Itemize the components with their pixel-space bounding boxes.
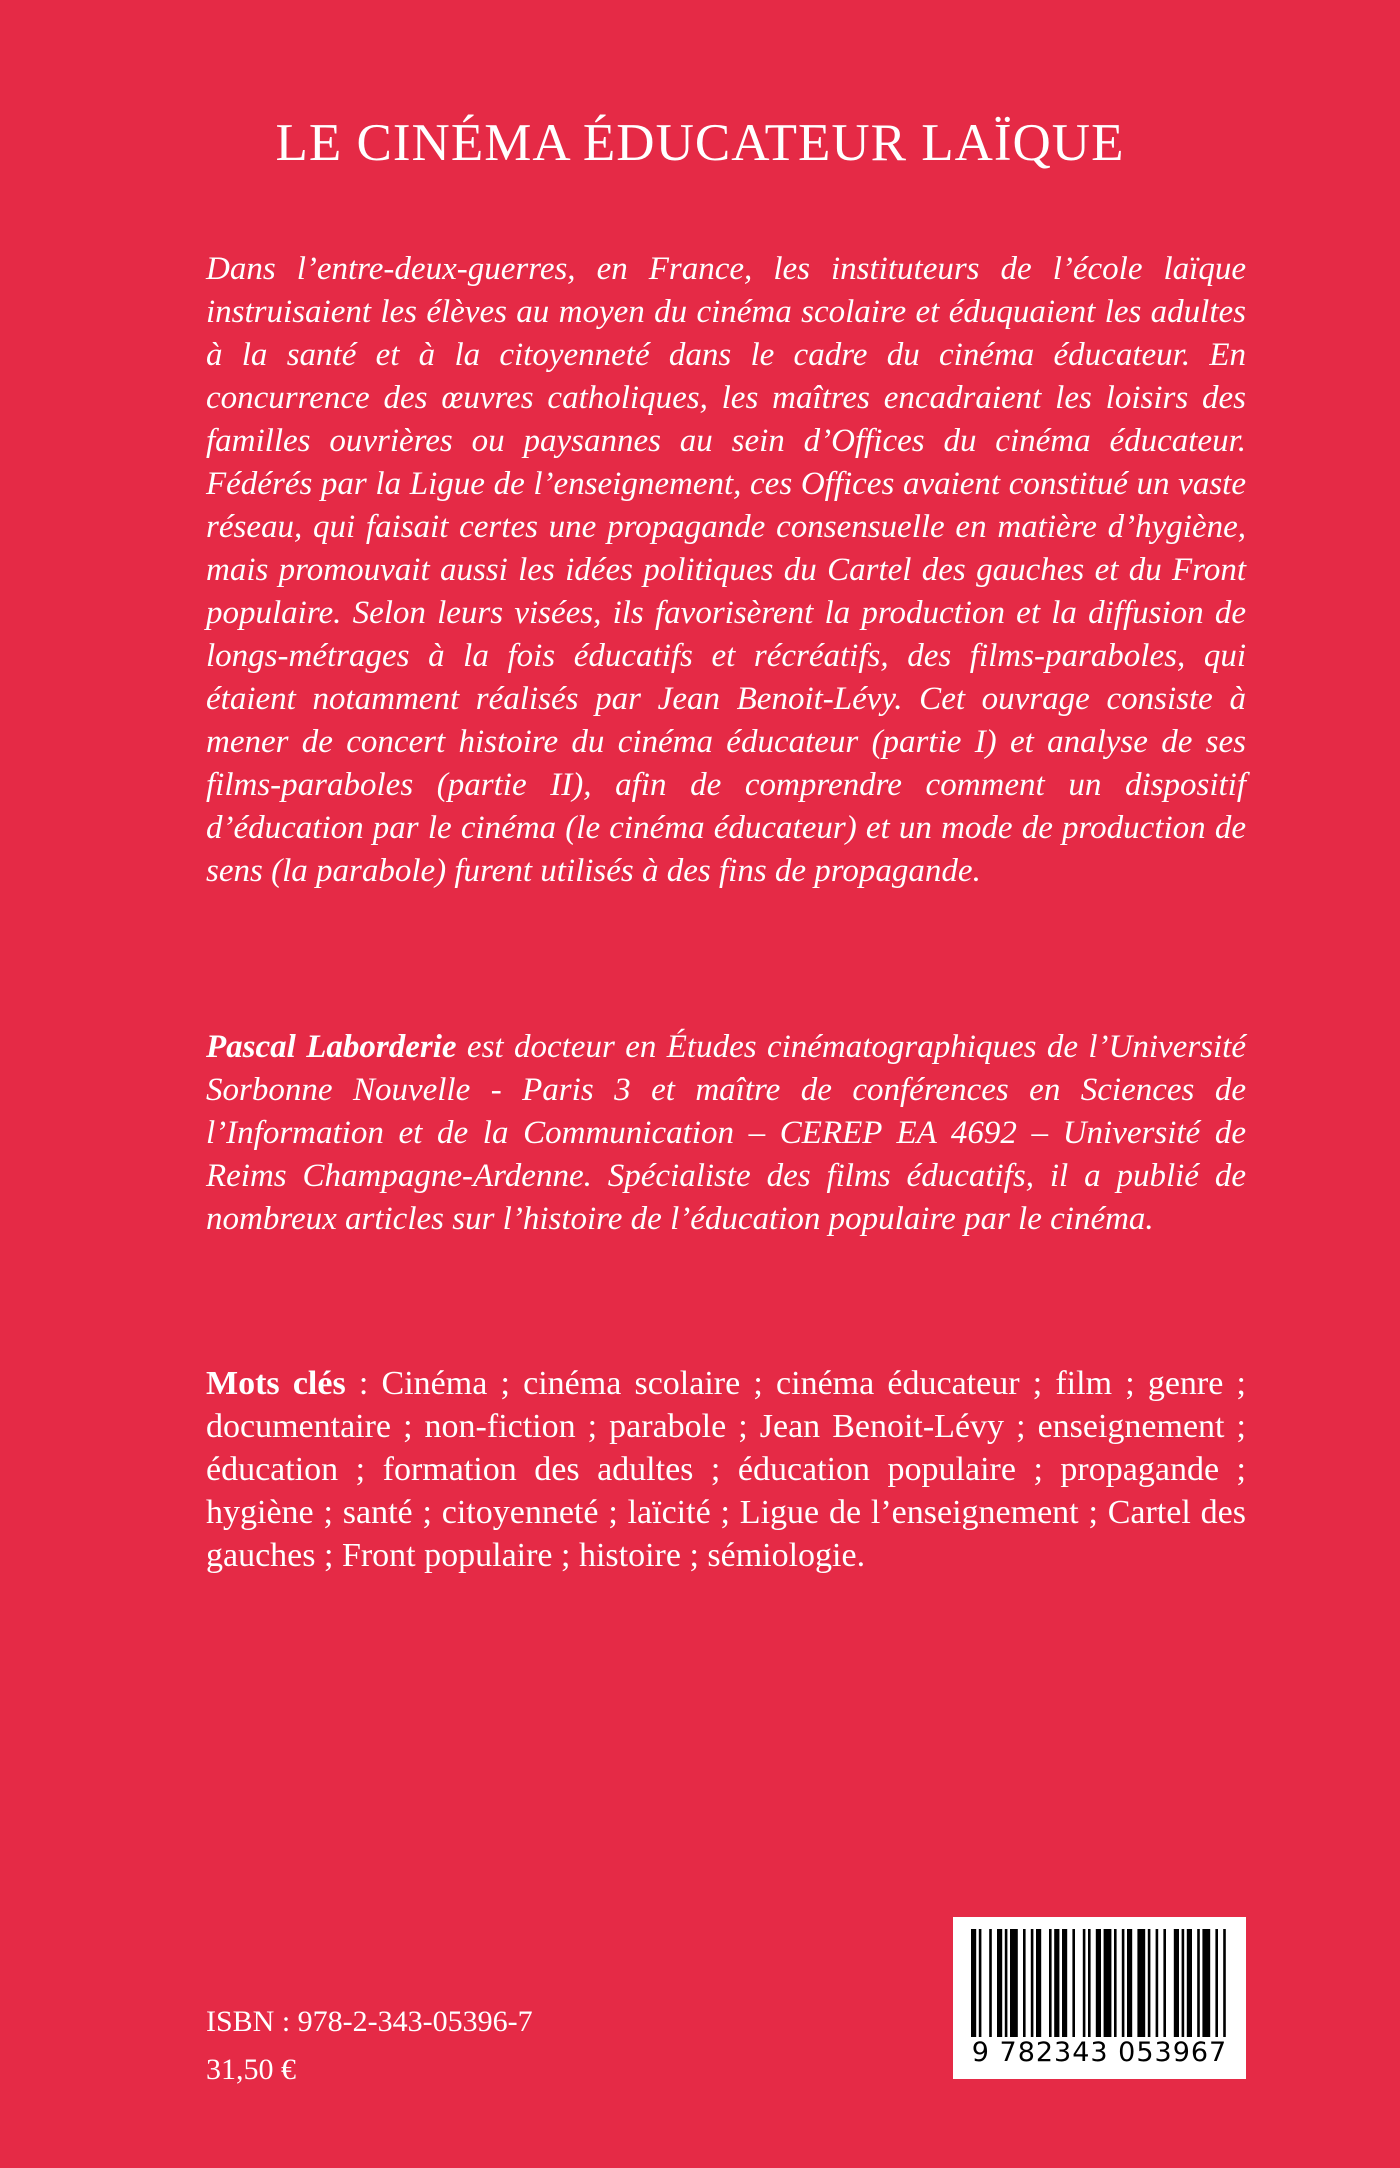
barcode-bar xyxy=(1062,1929,1067,2037)
barcode-bar xyxy=(1072,1929,1075,2037)
barcode-bar xyxy=(1182,1929,1185,2037)
barcode-bar xyxy=(1049,1929,1052,2037)
barcode-bar xyxy=(1127,1929,1132,2037)
barcode-bar xyxy=(1114,1929,1117,2037)
book-summary: Dans l’entre-deux-guerres, en France, les instituteurs de l’école laïque instruisaient les élèves au moyen du cinéma scolaire et éduquaient les adultes à la santé et à la citoyenneté dans le cadre du cinéma éducateur. En concurrence des œuvres catholiques, les maîtres encadraient les loisirs des familles ouvrières ou paysannes au sein d’Offices du cinéma éducateur. Fédérés par la Ligue de l’enseignement, ces Offices avaient constitué un vaste réseau, qui faisait certes une propagande consensuelle en matière d’hygiène, mais promouvait aussi les idées politiques du Cartel des gauches et du Front populaire. Selon leurs visées, ils favorisèrent la production et la diffusion de longs-métrages à la fois éducatifs et récréatifs, des films-paraboles, qui étaient notamment réalisés par Jean Benoit-Lévy. Cet ouvrage consiste à mener de concert histoire du cinéma éducateur (partie I) et analyse de ses films-paraboles (partie II), afin de comprendre comment un dispositif d’éducation par le cinéma (le cinéma éducateur) et un mode de production de sens (la parabole) furent utilisés à des fins de propagande. xyxy=(206,251,1246,889)
barcode-bar xyxy=(1036,1929,1041,2037)
barcode-bar xyxy=(1156,1929,1159,2037)
barcode-bar xyxy=(971,1929,976,2037)
barcode-bar xyxy=(1054,1929,1059,2037)
barcode-bars xyxy=(971,1929,1228,2037)
price: 31,50 € xyxy=(206,2053,296,2086)
barcode-bar xyxy=(1104,1929,1112,2037)
barcode-bar xyxy=(1148,1929,1151,2037)
barcode-bar xyxy=(989,1929,992,2037)
author-name: Pascal Laborderie xyxy=(206,1029,457,1065)
barcode xyxy=(953,1917,1246,2079)
barcode-bar xyxy=(997,1929,1002,2037)
author-bio xyxy=(206,1026,1246,1241)
barcode-bar xyxy=(1202,1929,1210,2037)
keywords-label: Mots clés xyxy=(206,1365,346,1402)
barcode-bar xyxy=(1223,1929,1226,2037)
book-title: LE CINÉMA ÉDUCATEUR LAÏQUE xyxy=(275,114,1125,172)
barcode-bar xyxy=(1031,1929,1034,2037)
barcode-bar xyxy=(1163,1929,1166,2037)
barcode-bar xyxy=(1187,1929,1192,2037)
barcode-bar xyxy=(1122,1929,1125,2037)
barcode-bar xyxy=(1083,1929,1086,2037)
barcode-bar xyxy=(1174,1929,1179,2037)
isbn: ISBN : 978-2-343-05396-7 xyxy=(206,2005,533,2038)
keywords xyxy=(206,1362,1246,1577)
barcode-bar xyxy=(1137,1929,1145,2037)
barcode-bar xyxy=(1005,1929,1008,2037)
barcode-bar xyxy=(1096,1929,1101,2037)
barcode-bar xyxy=(1215,1929,1218,2037)
keywords-list: : Cinéma ; cinéma scolaire ; cinéma éducateur ; film ; genre ; documentaire ; non-fiction ; parabole ; Jean Benoit-Lévy ; enseignement ; éducation ; formation des adultes ; éducation populaire ; propagande ; hygiène ; santé ; citoyenneté ; laïcité ; Ligue de l’enseignement ; Cartel des gauches ; Front populaire ; histoire ; sémiologie. xyxy=(206,1365,1246,1574)
author-bio-text: est docteur en Études cinématographiques de l’Université Sorbonne Nouvelle - Paris 3 et maître de conférences en Sciences de l’Information et de la Communication – CEREP EA 4692 – Université de Reims Champagne-Ardenne. Spécialiste des films éducatifs, il a publié de nombreux articles sur l’histoire de l’éducation populaire par le cinéma. xyxy=(206,1029,1247,1237)
barcode-number: 9 782343 053967 xyxy=(971,2037,1228,2068)
barcode-bar xyxy=(1023,1929,1026,2037)
barcode-bar xyxy=(1197,1929,1200,2037)
barcode-bar xyxy=(1088,1929,1091,2037)
barcode-bar xyxy=(1010,1929,1018,2037)
barcode-bar xyxy=(979,1929,982,2037)
